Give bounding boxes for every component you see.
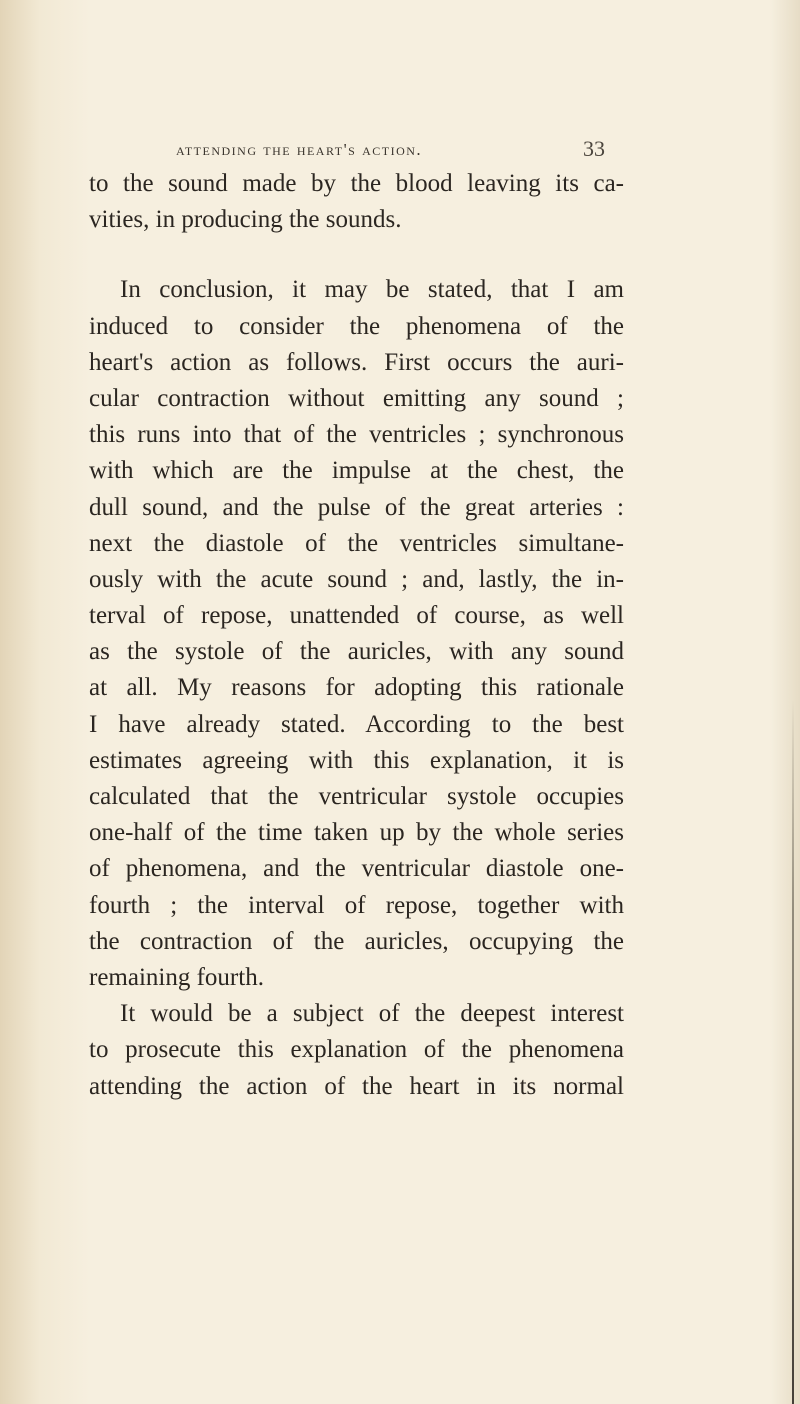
text-line: as the systole of the auricles, with any sound [89,638,624,666]
text-line: induced to consider the phenomena of the [89,312,624,340]
text-line: with which are the impulse at the chest, the [89,457,624,485]
text-line: dull sound, and the pulse of the great arteries : [89,493,624,521]
running-head: attending the heart's action. [176,140,423,159]
text-line: vities, in producing the sounds. [89,206,402,234]
text-line: calculated that the ventricular systole occupies [89,783,624,810]
text-line: the contraction of the auricles, occupying the [89,927,624,955]
text-line: to prosecute this explanation of the phenomena [89,1036,624,1064]
page-number: 33 [583,136,605,161]
text-line: at all. My reasons for adopting this rationale [89,674,624,702]
text-line: estimates agreeing with this explanation, it is [89,746,624,774]
text-line: terval of repose, unattended of course, as well [89,602,624,630]
text-line: this runs into that of the ventricles ; synchronous [89,421,624,449]
text-line: In conclusion, it may be stated, that I am [120,276,624,304]
text-line: next the diastole of the ventricles simultane- [89,529,624,557]
text-line: cular contraction without emitting any sound ; [89,384,624,412]
body-text [89,166,624,1105]
text-line: I have already stated. According to the best [89,710,624,738]
text-line: heart's action as follows. First occurs the auri- [89,348,624,376]
paragraph-2 [89,272,624,996]
text-line: fourth ; the interval of repose, together with [89,891,624,919]
text-line: It would be a subject of the deepest interest [120,1000,624,1028]
text-line: to the sound made by the blood leaving its ca- [89,170,624,197]
text-line: remaining fourth. [89,963,264,991]
text-line: ously with the acute sound ; and, lastly, the in- [89,565,624,593]
paragraph-1 [89,166,624,238]
text-line: one-half of the time taken up by the whole series [89,819,624,847]
page-edge-shadow [792,700,794,1404]
text-line: attending the action of the heart in its normal [89,1072,624,1100]
paragraph-3 [89,996,624,1105]
text-line: of phenomena, and the ventricular diastole one- [89,855,624,883]
